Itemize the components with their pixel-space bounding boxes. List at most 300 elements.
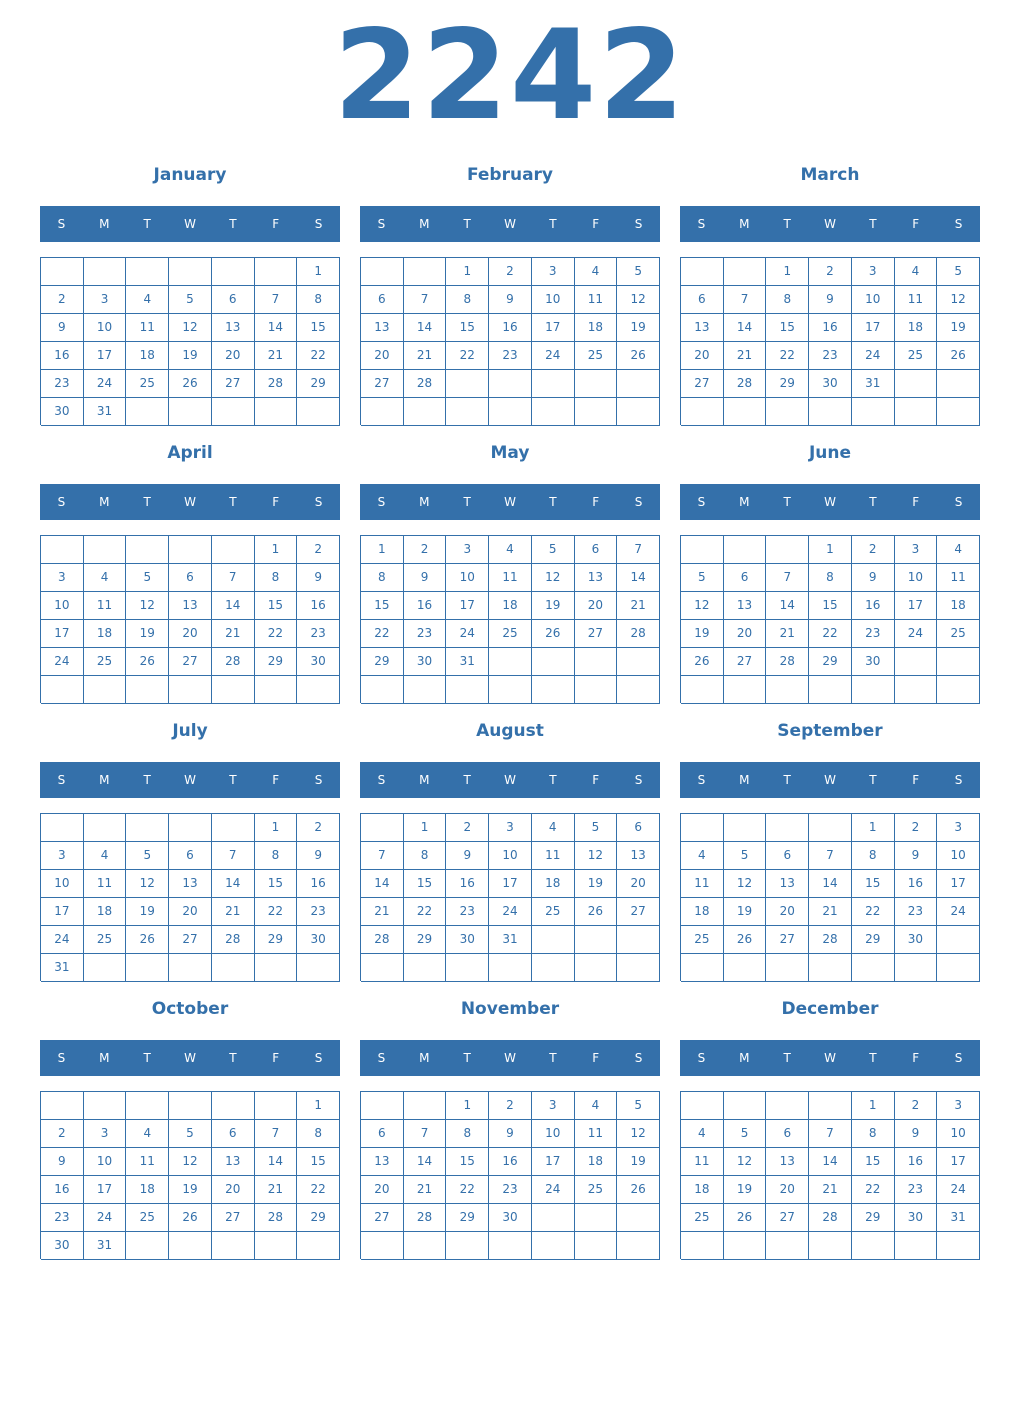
day-cell: 3 bbox=[41, 564, 84, 592]
empty-day-cell bbox=[297, 1232, 340, 1260]
weekday-label: S bbox=[697, 495, 706, 509]
empty-day-cell bbox=[212, 814, 255, 842]
day-cell: 18 bbox=[532, 870, 575, 898]
day-cell: 5 bbox=[617, 1092, 660, 1120]
day-cell: 28 bbox=[809, 926, 852, 954]
day-cell: 15 bbox=[404, 870, 447, 898]
day-cell: 27 bbox=[212, 370, 255, 398]
day-cell: 18 bbox=[84, 620, 127, 648]
empty-day-cell bbox=[617, 676, 660, 704]
empty-day-cell bbox=[575, 398, 618, 426]
empty-day-cell bbox=[84, 814, 127, 842]
weekday-label: S bbox=[954, 217, 963, 231]
day-cell: 13 bbox=[169, 592, 212, 620]
weekday-label: S bbox=[57, 217, 66, 231]
day-cell: 19 bbox=[681, 620, 724, 648]
weekday-label: T bbox=[463, 217, 471, 231]
weekday-label: M bbox=[99, 495, 110, 509]
day-cell: 2 bbox=[489, 258, 532, 286]
day-cell: 21 bbox=[617, 592, 660, 620]
day-cell: 17 bbox=[489, 870, 532, 898]
day-cell: 19 bbox=[126, 620, 169, 648]
day-cell: 19 bbox=[617, 1148, 660, 1176]
day-cell: 23 bbox=[404, 620, 447, 648]
day-cell: 9 bbox=[852, 564, 895, 592]
day-cell: 1 bbox=[852, 1092, 895, 1120]
day-cell: 31 bbox=[489, 926, 532, 954]
weekday-label: S bbox=[954, 773, 963, 787]
day-cell: 21 bbox=[724, 342, 767, 370]
day-cell: 19 bbox=[724, 898, 767, 926]
day-cell: 16 bbox=[297, 592, 340, 620]
day-cell: 2 bbox=[446, 814, 489, 842]
day-cell: 25 bbox=[532, 898, 575, 926]
empty-day-cell bbox=[724, 1092, 767, 1120]
day-cell: 14 bbox=[809, 1148, 852, 1176]
empty-day-cell bbox=[617, 648, 660, 676]
day-cell: 1 bbox=[255, 536, 298, 564]
empty-day-cell bbox=[532, 1232, 575, 1260]
day-cell: 11 bbox=[681, 1148, 724, 1176]
day-cell: 15 bbox=[852, 870, 895, 898]
month-march bbox=[680, 160, 980, 430]
day-cell: 30 bbox=[895, 1204, 938, 1232]
empty-day-cell bbox=[404, 1092, 447, 1120]
day-cell: 8 bbox=[446, 1120, 489, 1148]
day-cell: 2 bbox=[809, 258, 852, 286]
day-cell: 3 bbox=[937, 1092, 980, 1120]
day-cell: 30 bbox=[404, 648, 447, 676]
day-cell: 8 bbox=[766, 286, 809, 314]
empty-day-cell bbox=[126, 1092, 169, 1120]
day-cell: 19 bbox=[575, 870, 618, 898]
day-cell: 4 bbox=[126, 286, 169, 314]
day-cell: 15 bbox=[255, 592, 298, 620]
day-cell: 13 bbox=[212, 1148, 255, 1176]
day-cell: 13 bbox=[766, 870, 809, 898]
day-cell: 30 bbox=[895, 926, 938, 954]
day-cell: 6 bbox=[766, 842, 809, 870]
weekday-label: W bbox=[824, 1051, 836, 1065]
day-cell: 8 bbox=[255, 842, 298, 870]
weekday-label: M bbox=[99, 1051, 110, 1065]
day-cell: 10 bbox=[41, 592, 84, 620]
day-cell: 12 bbox=[617, 286, 660, 314]
weekday-header bbox=[680, 484, 980, 520]
day-cell: 16 bbox=[852, 592, 895, 620]
empty-day-cell bbox=[937, 926, 980, 954]
day-cell: 28 bbox=[361, 926, 404, 954]
empty-day-cell bbox=[255, 258, 298, 286]
day-cell: 12 bbox=[681, 592, 724, 620]
weekday-header bbox=[360, 206, 660, 242]
day-cell: 7 bbox=[212, 842, 255, 870]
day-cell: 14 bbox=[212, 870, 255, 898]
day-cell: 20 bbox=[724, 620, 767, 648]
day-cell: 9 bbox=[41, 314, 84, 342]
day-cell: 27 bbox=[361, 1204, 404, 1232]
empty-day-cell bbox=[681, 954, 724, 982]
day-cell: 4 bbox=[575, 1092, 618, 1120]
empty-day-cell bbox=[126, 676, 169, 704]
day-cell: 15 bbox=[809, 592, 852, 620]
day-cell: 19 bbox=[126, 898, 169, 926]
weekday-label: W bbox=[504, 217, 516, 231]
empty-day-cell bbox=[212, 954, 255, 982]
day-cell: 12 bbox=[724, 1148, 767, 1176]
day-cell: 22 bbox=[766, 342, 809, 370]
empty-day-cell bbox=[41, 814, 84, 842]
day-cell: 16 bbox=[297, 870, 340, 898]
day-cell: 13 bbox=[212, 314, 255, 342]
weekday-label: T bbox=[549, 1051, 557, 1065]
day-cell: 9 bbox=[895, 1120, 938, 1148]
day-cell: 23 bbox=[489, 342, 532, 370]
day-grid bbox=[360, 813, 660, 981]
day-cell: 14 bbox=[809, 870, 852, 898]
day-cell: 1 bbox=[361, 536, 404, 564]
empty-day-cell bbox=[532, 676, 575, 704]
weekday-label: T bbox=[549, 495, 557, 509]
empty-day-cell bbox=[126, 536, 169, 564]
day-cell: 8 bbox=[361, 564, 404, 592]
day-cell: 19 bbox=[617, 314, 660, 342]
empty-day-cell bbox=[41, 676, 84, 704]
empty-day-cell bbox=[617, 926, 660, 954]
year-title: 2242 bbox=[333, 4, 687, 148]
weekday-label: M bbox=[419, 495, 430, 509]
day-cell: 15 bbox=[361, 592, 404, 620]
empty-day-cell bbox=[895, 370, 938, 398]
weekday-header bbox=[680, 1040, 980, 1076]
day-cell: 29 bbox=[361, 648, 404, 676]
day-cell: 11 bbox=[937, 564, 980, 592]
empty-day-cell bbox=[169, 536, 212, 564]
weekday-label: S bbox=[377, 773, 386, 787]
weekday-label: F bbox=[272, 773, 280, 787]
weekday-label: S bbox=[634, 773, 643, 787]
day-cell: 6 bbox=[575, 536, 618, 564]
day-cell: 27 bbox=[766, 926, 809, 954]
day-cell: 10 bbox=[895, 564, 938, 592]
day-cell: 26 bbox=[169, 1204, 212, 1232]
day-cell: 30 bbox=[297, 648, 340, 676]
month-november bbox=[360, 994, 660, 1264]
day-cell: 10 bbox=[937, 1120, 980, 1148]
day-cell: 17 bbox=[446, 592, 489, 620]
month-name: May bbox=[490, 443, 530, 463]
empty-day-cell bbox=[361, 1092, 404, 1120]
weekday-header bbox=[40, 1040, 340, 1076]
weekday-label: S bbox=[634, 1051, 643, 1065]
empty-day-cell bbox=[126, 1232, 169, 1260]
day-cell: 21 bbox=[809, 898, 852, 926]
day-cell: 6 bbox=[169, 842, 212, 870]
day-cell: 26 bbox=[681, 648, 724, 676]
empty-day-cell bbox=[766, 398, 809, 426]
month-april bbox=[40, 438, 340, 708]
month-may bbox=[360, 438, 660, 708]
empty-day-cell bbox=[895, 648, 938, 676]
weekday-label: T bbox=[229, 495, 237, 509]
empty-day-cell bbox=[126, 398, 169, 426]
month-june bbox=[680, 438, 980, 708]
day-cell: 8 bbox=[809, 564, 852, 592]
weekday-label: W bbox=[824, 495, 836, 509]
day-cell: 17 bbox=[937, 1148, 980, 1176]
weekday-label: F bbox=[272, 1051, 280, 1065]
day-cell: 7 bbox=[212, 564, 255, 592]
weekday-label: T bbox=[549, 773, 557, 787]
day-cell: 25 bbox=[895, 342, 938, 370]
day-cell: 1 bbox=[446, 258, 489, 286]
day-cell: 23 bbox=[297, 620, 340, 648]
day-cell: 11 bbox=[575, 286, 618, 314]
day-cell: 27 bbox=[575, 620, 618, 648]
weekday-header bbox=[680, 206, 980, 242]
day-cell: 9 bbox=[41, 1148, 84, 1176]
weekday-label: F bbox=[592, 217, 600, 231]
weekday-header bbox=[40, 484, 340, 520]
weekday-label: W bbox=[824, 217, 836, 231]
day-cell: 20 bbox=[766, 898, 809, 926]
day-cell: 20 bbox=[212, 342, 255, 370]
day-cell: 1 bbox=[809, 536, 852, 564]
day-cell: 13 bbox=[766, 1148, 809, 1176]
weekday-label: S bbox=[377, 217, 386, 231]
weekday-label: T bbox=[143, 495, 151, 509]
day-cell: 10 bbox=[41, 870, 84, 898]
weekday-label: F bbox=[592, 1051, 600, 1065]
day-cell: 2 bbox=[297, 536, 340, 564]
empty-day-cell bbox=[446, 1232, 489, 1260]
day-cell: 26 bbox=[532, 620, 575, 648]
day-cell: 24 bbox=[532, 1176, 575, 1204]
empty-day-cell bbox=[404, 954, 447, 982]
empty-day-cell bbox=[84, 258, 127, 286]
weekday-label: W bbox=[184, 1051, 196, 1065]
day-cell: 9 bbox=[404, 564, 447, 592]
weekday-label: W bbox=[504, 1051, 516, 1065]
month-name: March bbox=[800, 165, 860, 185]
day-cell: 17 bbox=[84, 1176, 127, 1204]
empty-day-cell bbox=[212, 676, 255, 704]
empty-day-cell bbox=[297, 676, 340, 704]
day-cell: 16 bbox=[489, 314, 532, 342]
day-cell: 15 bbox=[297, 314, 340, 342]
empty-day-cell bbox=[681, 676, 724, 704]
weekday-label: M bbox=[739, 773, 750, 787]
empty-day-cell bbox=[724, 1232, 767, 1260]
day-cell: 18 bbox=[681, 1176, 724, 1204]
day-cell: 18 bbox=[575, 1148, 618, 1176]
day-cell: 25 bbox=[126, 1204, 169, 1232]
day-cell: 29 bbox=[852, 1204, 895, 1232]
day-cell: 15 bbox=[446, 314, 489, 342]
day-cell: 6 bbox=[681, 286, 724, 314]
empty-day-cell bbox=[852, 398, 895, 426]
day-cell: 6 bbox=[169, 564, 212, 592]
day-cell: 22 bbox=[446, 342, 489, 370]
day-grid bbox=[360, 257, 660, 425]
day-cell: 30 bbox=[852, 648, 895, 676]
day-cell: 10 bbox=[532, 286, 575, 314]
day-cell: 12 bbox=[169, 314, 212, 342]
day-cell: 22 bbox=[361, 620, 404, 648]
empty-day-cell bbox=[297, 954, 340, 982]
day-cell: 28 bbox=[766, 648, 809, 676]
day-cell: 26 bbox=[126, 648, 169, 676]
day-cell: 12 bbox=[532, 564, 575, 592]
day-cell: 28 bbox=[255, 370, 298, 398]
day-cell: 29 bbox=[404, 926, 447, 954]
day-cell: 5 bbox=[169, 286, 212, 314]
empty-day-cell bbox=[84, 676, 127, 704]
day-cell: 18 bbox=[126, 1176, 169, 1204]
day-cell: 25 bbox=[681, 926, 724, 954]
empty-day-cell bbox=[724, 536, 767, 564]
empty-day-cell bbox=[809, 814, 852, 842]
day-cell: 21 bbox=[255, 342, 298, 370]
day-cell: 2 bbox=[489, 1092, 532, 1120]
weekday-label: W bbox=[184, 495, 196, 509]
empty-day-cell bbox=[766, 1092, 809, 1120]
empty-day-cell bbox=[809, 1092, 852, 1120]
empty-day-cell bbox=[681, 398, 724, 426]
empty-day-cell bbox=[297, 398, 340, 426]
weekday-label: T bbox=[229, 217, 237, 231]
day-cell: 1 bbox=[297, 258, 340, 286]
day-cell: 23 bbox=[895, 898, 938, 926]
day-grid bbox=[360, 1091, 660, 1259]
day-cell: 9 bbox=[489, 286, 532, 314]
day-grid bbox=[40, 257, 340, 425]
day-cell: 27 bbox=[681, 370, 724, 398]
day-cell: 26 bbox=[617, 342, 660, 370]
day-cell: 9 bbox=[297, 564, 340, 592]
weekday-label: T bbox=[463, 495, 471, 509]
weekday-header bbox=[360, 484, 660, 520]
day-cell: 19 bbox=[532, 592, 575, 620]
day-cell: 13 bbox=[575, 564, 618, 592]
day-cell: 14 bbox=[255, 1148, 298, 1176]
day-cell: 22 bbox=[852, 1176, 895, 1204]
empty-day-cell bbox=[617, 370, 660, 398]
day-cell: 17 bbox=[895, 592, 938, 620]
day-cell: 30 bbox=[41, 1232, 84, 1260]
weekday-label: S bbox=[314, 1051, 323, 1065]
day-cell: 5 bbox=[532, 536, 575, 564]
day-cell: 6 bbox=[361, 1120, 404, 1148]
day-cell: 25 bbox=[84, 926, 127, 954]
day-cell: 30 bbox=[489, 1204, 532, 1232]
day-cell: 2 bbox=[41, 286, 84, 314]
day-cell: 5 bbox=[937, 258, 980, 286]
empty-day-cell bbox=[212, 398, 255, 426]
weekday-label: W bbox=[504, 773, 516, 787]
day-cell: 8 bbox=[852, 842, 895, 870]
day-cell: 29 bbox=[766, 370, 809, 398]
day-cell: 15 bbox=[766, 314, 809, 342]
day-cell: 8 bbox=[297, 1120, 340, 1148]
day-cell: 23 bbox=[809, 342, 852, 370]
day-cell: 21 bbox=[404, 1176, 447, 1204]
day-cell: 18 bbox=[126, 342, 169, 370]
day-cell: 6 bbox=[361, 286, 404, 314]
day-cell: 10 bbox=[84, 314, 127, 342]
day-cell: 30 bbox=[297, 926, 340, 954]
day-cell: 8 bbox=[404, 842, 447, 870]
day-cell: 14 bbox=[212, 592, 255, 620]
empty-day-cell bbox=[255, 954, 298, 982]
day-cell: 22 bbox=[297, 342, 340, 370]
empty-day-cell bbox=[489, 954, 532, 982]
empty-day-cell bbox=[255, 676, 298, 704]
day-cell: 21 bbox=[404, 342, 447, 370]
empty-day-cell bbox=[681, 536, 724, 564]
day-cell: 16 bbox=[446, 870, 489, 898]
empty-day-cell bbox=[937, 398, 980, 426]
weekday-label: M bbox=[419, 1051, 430, 1065]
empty-day-cell bbox=[169, 1092, 212, 1120]
empty-day-cell bbox=[895, 954, 938, 982]
day-cell: 7 bbox=[766, 564, 809, 592]
day-cell: 24 bbox=[84, 370, 127, 398]
weekday-label: F bbox=[912, 773, 920, 787]
weekday-label: W bbox=[504, 495, 516, 509]
day-cell: 21 bbox=[212, 620, 255, 648]
empty-day-cell bbox=[169, 258, 212, 286]
weekday-label: S bbox=[954, 1051, 963, 1065]
day-cell: 2 bbox=[852, 536, 895, 564]
day-grid bbox=[40, 535, 340, 703]
month-name: December bbox=[781, 999, 879, 1019]
empty-day-cell bbox=[937, 954, 980, 982]
weekday-label: M bbox=[419, 217, 430, 231]
day-cell: 28 bbox=[809, 1204, 852, 1232]
day-cell: 2 bbox=[895, 814, 938, 842]
day-cell: 7 bbox=[404, 1120, 447, 1148]
empty-day-cell bbox=[575, 370, 618, 398]
day-cell: 6 bbox=[617, 814, 660, 842]
weekday-label: T bbox=[783, 217, 791, 231]
month-name: February bbox=[466, 165, 554, 185]
day-cell: 29 bbox=[255, 926, 298, 954]
month-january bbox=[40, 160, 340, 430]
day-cell: 5 bbox=[724, 842, 767, 870]
day-cell: 26 bbox=[724, 926, 767, 954]
weekday-label: T bbox=[869, 1051, 877, 1065]
empty-day-cell bbox=[532, 370, 575, 398]
weekday-label: T bbox=[783, 773, 791, 787]
empty-day-cell bbox=[361, 814, 404, 842]
empty-day-cell bbox=[724, 676, 767, 704]
day-cell: 9 bbox=[297, 842, 340, 870]
empty-day-cell bbox=[532, 1204, 575, 1232]
day-cell: 10 bbox=[489, 842, 532, 870]
empty-day-cell bbox=[937, 676, 980, 704]
weekday-label: T bbox=[549, 217, 557, 231]
day-cell: 31 bbox=[41, 954, 84, 982]
empty-day-cell bbox=[169, 1232, 212, 1260]
day-cell: 9 bbox=[489, 1120, 532, 1148]
empty-day-cell bbox=[575, 676, 618, 704]
day-cell: 9 bbox=[895, 842, 938, 870]
weekday-label: F bbox=[912, 495, 920, 509]
empty-day-cell bbox=[255, 1232, 298, 1260]
day-cell: 31 bbox=[446, 648, 489, 676]
day-cell: 6 bbox=[212, 1120, 255, 1148]
